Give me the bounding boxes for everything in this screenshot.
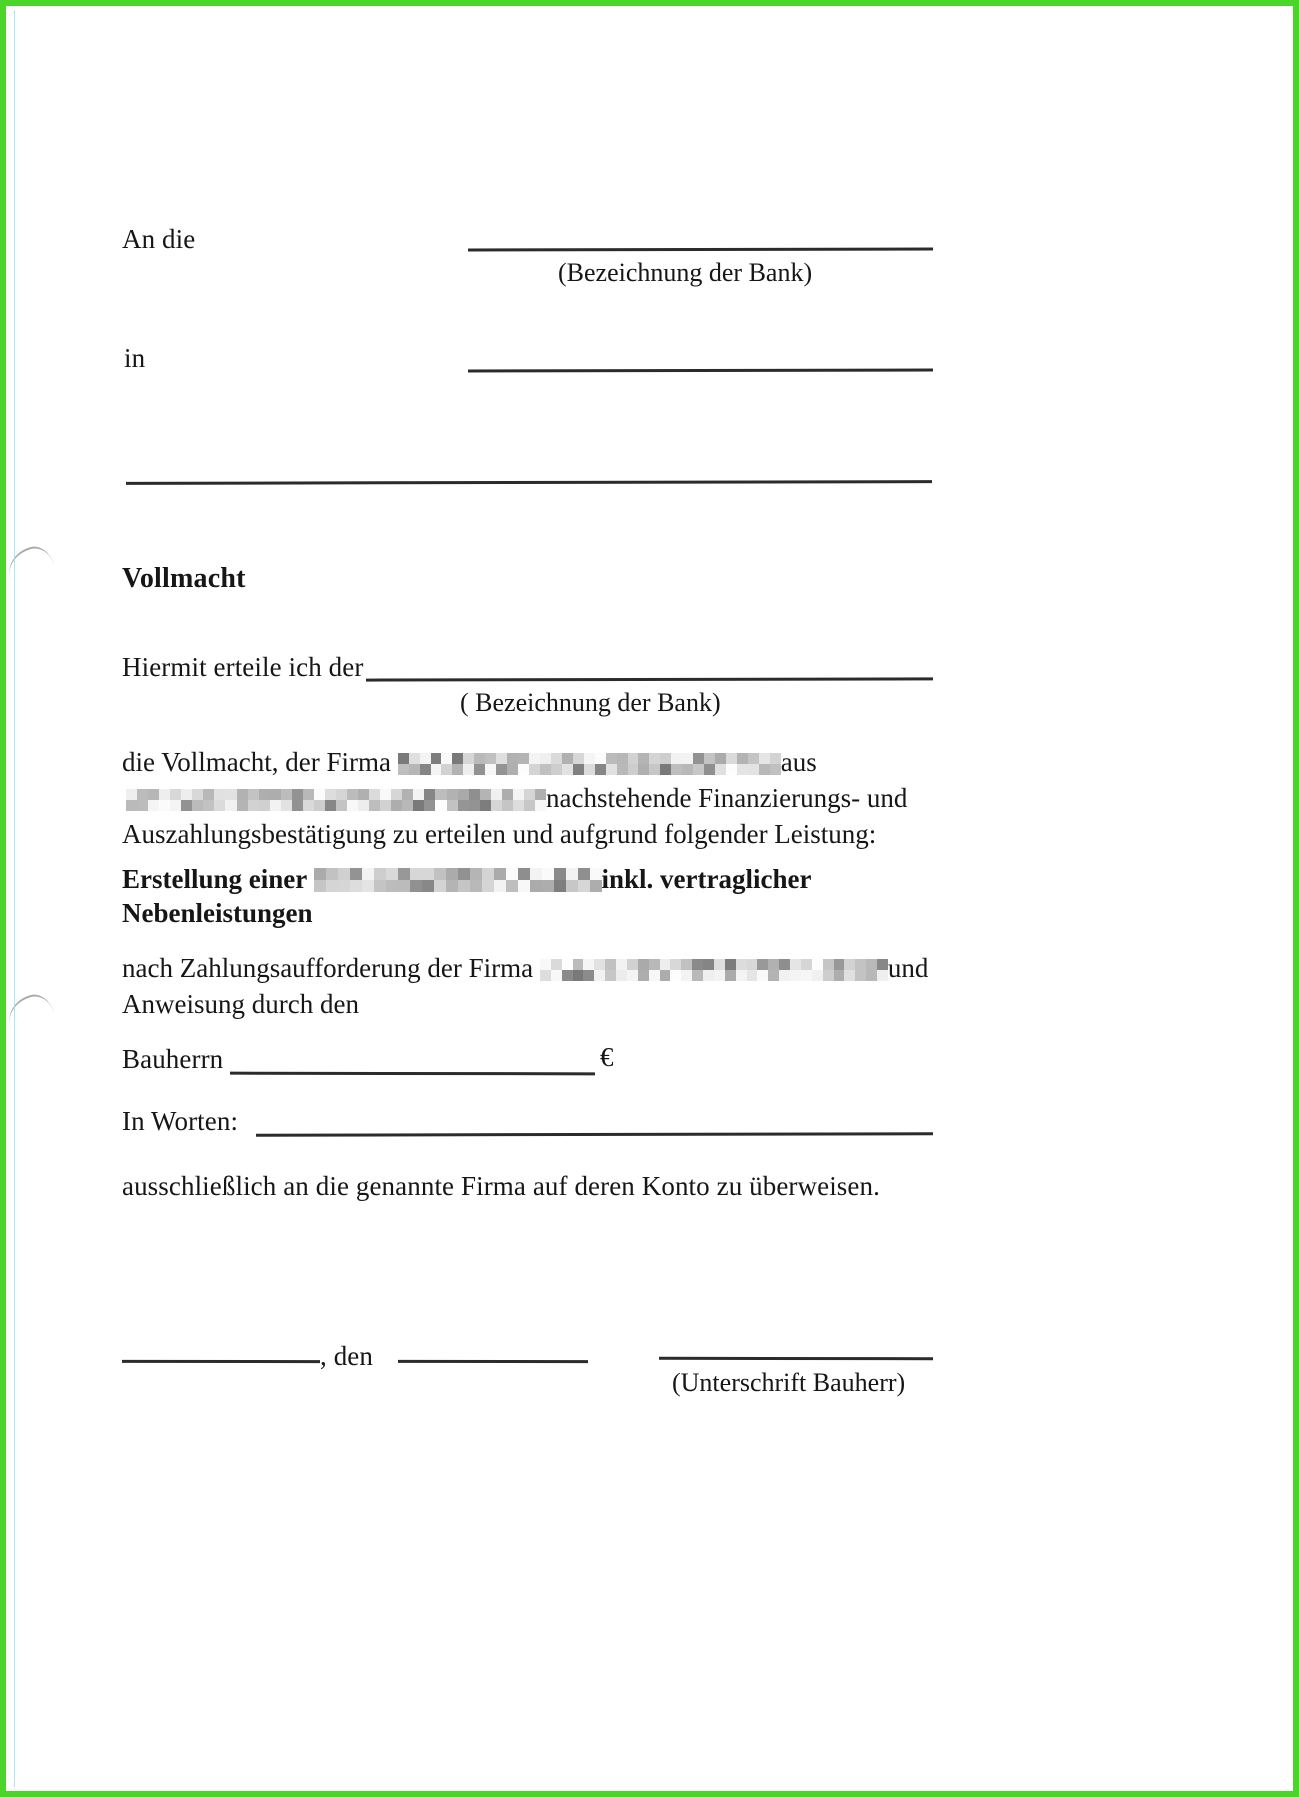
bank-name-caption: (Bezeichnung der Bank) xyxy=(558,258,813,287)
redaction-firma-name xyxy=(398,753,781,775)
an-die-label: An die xyxy=(122,224,196,254)
scan-edge-artifact xyxy=(14,10,15,1787)
den-label: , den xyxy=(320,1341,373,1371)
scan-crease-artifact-top xyxy=(4,542,55,578)
payment-line-suffix: und xyxy=(887,953,929,983)
bauherrn-label: Bauherrn xyxy=(122,1044,224,1074)
signature-rule xyxy=(659,1357,933,1360)
page-title: Vollmacht xyxy=(122,563,246,594)
redaction-payee-company xyxy=(540,959,888,981)
address-extra-rule xyxy=(126,480,932,485)
service-paragraph xyxy=(122,862,952,930)
grant-bank-caption: ( Bezeichnung der Bank) xyxy=(460,688,721,717)
payment-line-prefix: nach Zahlungsaufforderung der Firma xyxy=(122,953,534,983)
amount-rule xyxy=(230,1072,595,1076)
currency-symbol: € xyxy=(600,1042,614,1072)
payment-paragraph xyxy=(122,950,952,1022)
grant-line-text: Hiermit erteile ich der xyxy=(122,652,364,682)
payment-line2: Anweisung durch den xyxy=(122,989,359,1019)
firma-line2-suffix: nachstehende Finanzierungs- und xyxy=(546,783,908,813)
service-bold-line2: Nebenleistungen xyxy=(122,898,313,928)
bank-name-rule xyxy=(468,248,933,252)
firma-line3: Auszahlungsbestätigung zu erteilen und aufgrund folgender Leistung: xyxy=(122,819,877,849)
service-bold-prefix: Erstellung einer xyxy=(122,864,307,894)
firma-paragraph xyxy=(122,744,942,852)
date-rule xyxy=(398,1360,588,1363)
in-label: in xyxy=(124,343,146,373)
grant-bank-rule xyxy=(366,677,933,681)
signature-caption: (Unterschrift Bauherr) xyxy=(672,1368,906,1397)
scan-crease-artifact-bottom xyxy=(4,990,55,1026)
redaction-service-description xyxy=(314,868,602,892)
in-worten-label: In Worten: xyxy=(122,1106,239,1136)
service-bold-suffix: inkl. vertraglicher xyxy=(601,864,812,894)
redaction-firma-address xyxy=(126,789,546,811)
firma-line-prefix: die Vollmacht, der Firma xyxy=(122,747,391,777)
city-rule xyxy=(468,369,933,373)
closing-line: ausschließlich an die genannte Firma auf deren Konto zu überweisen. xyxy=(122,1171,880,1201)
place-rule xyxy=(122,1360,320,1363)
firma-line-suffix: aus xyxy=(780,747,817,777)
in-worten-rule xyxy=(256,1132,933,1136)
